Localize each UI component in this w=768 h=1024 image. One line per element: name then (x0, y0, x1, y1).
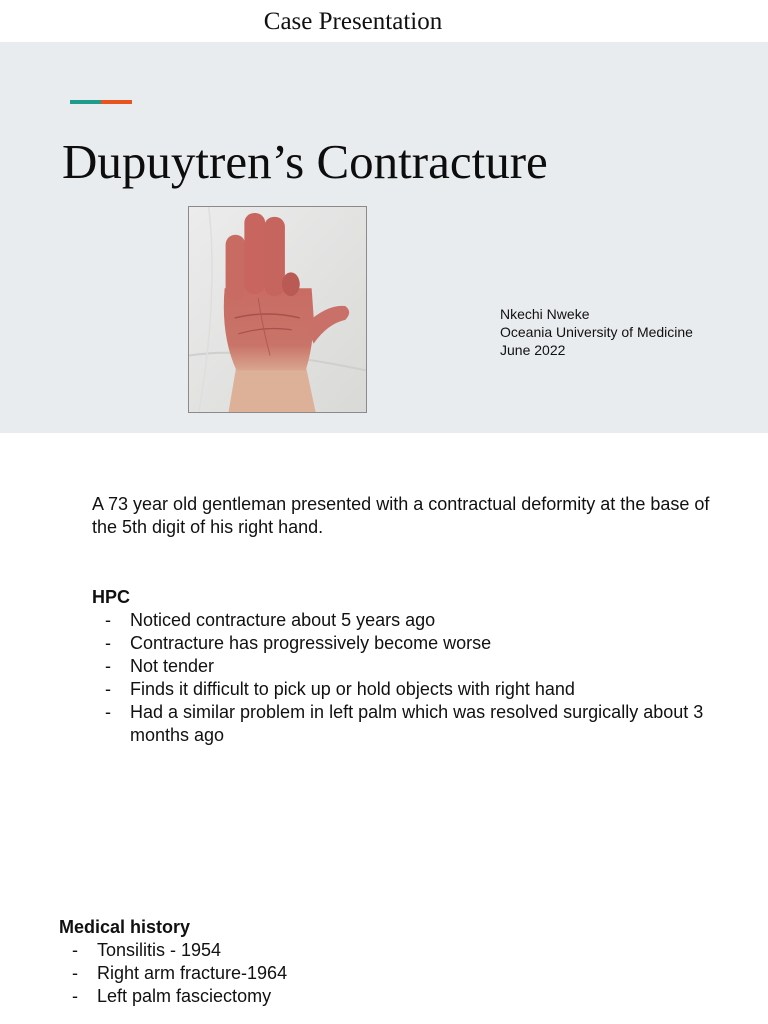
medical-history-heading: Medical history (59, 917, 191, 937)
title-slide (0, 42, 768, 433)
accent-bar-orange (101, 100, 132, 104)
hand-photo (188, 206, 367, 413)
list-item (92, 655, 732, 678)
list-item (59, 985, 699, 1008)
hpc-list (92, 609, 732, 747)
case-intro: A 73 year old gentleman presented with a contractual deformity at the base of the 5th digit of his right hand. (92, 494, 710, 537)
presenter-institution: Oceania University of Medicine (500, 324, 693, 340)
presenter-info (500, 305, 693, 359)
presenter-name: Nkechi Nweke (500, 306, 590, 322)
bullet-dash: - (105, 679, 111, 699)
list-item (92, 632, 732, 655)
page-header (0, 0, 768, 42)
list-item (92, 678, 732, 701)
list-item (59, 962, 699, 985)
list-item (59, 939, 699, 962)
list-item (92, 701, 732, 747)
bullet-dash: - (72, 986, 78, 1006)
header-title: Case Presentation (263, 8, 443, 35)
list-item-text: Left palm fasciectomy (97, 986, 272, 1006)
bullet-dash: - (105, 633, 111, 653)
hpc-heading: HPC (92, 587, 131, 607)
bullet-dash: - (72, 963, 78, 983)
list-item (92, 609, 732, 632)
list-item-text: Contracture has progressively become worse (130, 633, 492, 653)
bullet-dash: - (105, 610, 111, 630)
medical-history-list (59, 939, 699, 1008)
list-item-text: Finds it difficult to pick up or hold objects with right hand (130, 679, 575, 699)
list-item-text: Right arm fracture-1964 (97, 963, 288, 983)
bullet-dash: - (72, 940, 78, 960)
bullet-dash: - (105, 702, 111, 722)
slide-title: Dupuytren’s Contracture (62, 134, 548, 189)
list-item-text: Had a similar problem in left palm which was resolved surgically about 3 months ago (130, 702, 704, 745)
list-item-text: Noticed contracture about 5 years ago (130, 610, 436, 630)
accent-bar-teal (70, 100, 101, 104)
list-item-text: Not tender (130, 656, 215, 676)
bullet-dash: - (105, 656, 111, 676)
list-item-text: Tonsilitis - 1954 (97, 940, 222, 960)
presentation-date: June 2022 (500, 342, 566, 358)
hand-illustration (189, 207, 366, 412)
